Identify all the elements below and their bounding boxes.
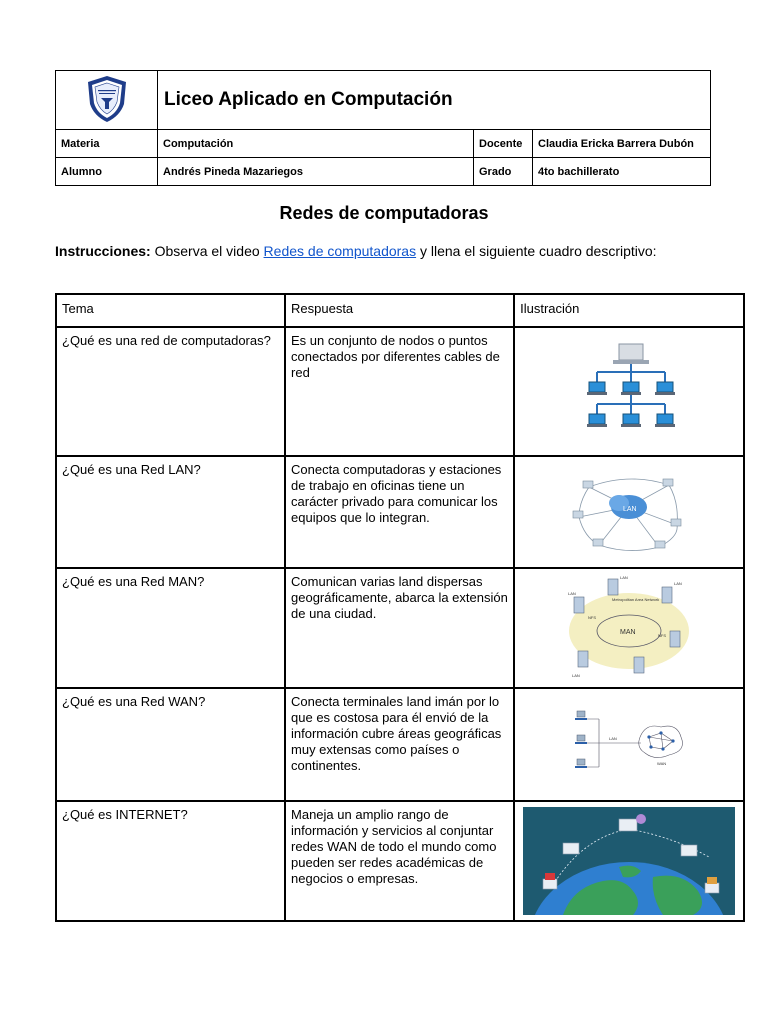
svg-text:LAN: LAN xyxy=(572,673,580,678)
docente-label: Docente xyxy=(474,130,533,158)
materia-label: Materia xyxy=(56,130,158,158)
respuesta-cell: Maneja un amplio rango de información y servicios al conjuntar redes WAN de todo el mundo como pueden ser redes académicas de negocios o empresas. xyxy=(285,801,514,921)
grado-label: Grado xyxy=(474,158,533,186)
instructions xyxy=(55,243,657,259)
materia-value: Computación xyxy=(158,130,474,158)
alumno-value: Andrés Pineda Mazariegos xyxy=(158,158,474,186)
tema-cell: ¿Qué es INTERNET? xyxy=(56,801,285,921)
svg-text:LAN: LAN xyxy=(620,575,628,580)
respuesta-cell: Es un conjunto de nodos o puntos conectados por diferentes cables de red xyxy=(285,327,514,456)
docente-value: Claudia Ericka Barrera Dubón xyxy=(533,130,711,158)
header-table xyxy=(55,70,711,186)
table-header-row xyxy=(56,294,744,327)
respuesta-cell: Comunican varias land dispersas geográficamente, abarca la extensión de una ciudad. xyxy=(285,568,514,688)
illustration-cell xyxy=(514,801,744,921)
network-tree-diagram-icon xyxy=(579,342,679,442)
respuesta-cell: Conecta terminales land imán por lo que es costosa para él envió de la información cubre áreas geográficas muy extensas como países o continentes. xyxy=(285,688,514,801)
svg-text:NFS: NFS xyxy=(588,615,597,620)
svg-text:WAN: WAN xyxy=(657,760,667,766)
tema-cell: ¿Qué es una Red WAN? xyxy=(56,688,285,801)
table-row xyxy=(56,327,744,456)
table-row xyxy=(56,568,744,688)
svg-text:NFS: NFS xyxy=(658,633,667,638)
tema-cell: ¿Qué es una Red MAN? xyxy=(56,568,285,688)
instructions-text-before: Observa el video xyxy=(150,243,264,259)
svg-text:LAN: LAN xyxy=(674,581,682,586)
school-name: Liceo Aplicado en Computación xyxy=(158,71,711,130)
illustration-cell xyxy=(514,688,744,801)
lan-cloud-diagram-icon xyxy=(569,467,689,557)
school-logo-cell xyxy=(56,71,158,130)
svg-text:MAN: MAN xyxy=(620,629,636,636)
tema-cell: ¿Qué es una red de computadoras? xyxy=(56,327,285,456)
video-link[interactable]: Redes de computadoras xyxy=(263,243,417,259)
grado-value: 4to bachillerato xyxy=(533,158,711,186)
svg-text:LAN: LAN xyxy=(609,735,617,741)
wan-diagram-icon xyxy=(569,705,689,785)
respuesta-cell: Conecta computadoras y estaciones de trabajo en oficinas tiene un carácter privado para comunicar los equipos que lo integran. xyxy=(285,456,514,568)
column-header-ilustracion: Ilustración xyxy=(514,294,744,327)
man-diagram-icon xyxy=(564,573,694,683)
svg-text:LAN: LAN xyxy=(568,591,576,596)
tema-cell: ¿Qué es una Red LAN? xyxy=(56,456,285,568)
alumno-label: Alumno xyxy=(56,158,158,186)
illustration-cell xyxy=(514,327,744,456)
table-row xyxy=(56,801,744,921)
table-row xyxy=(56,688,744,801)
illustration-cell xyxy=(514,456,744,568)
illustration-cell xyxy=(514,568,744,688)
descriptive-table xyxy=(55,293,745,922)
instructions-text-after: y llena el siguiente cuadro descriptivo: xyxy=(416,243,657,259)
document-title: Redes de computadoras xyxy=(279,203,489,223)
instructions-label: Instrucciones: xyxy=(55,243,151,259)
column-header-tema: Tema xyxy=(56,294,285,327)
school-shield-logo-icon xyxy=(84,74,130,124)
table-row xyxy=(56,456,744,568)
svg-text:Metropolitan Area Network: Metropolitan Area Network xyxy=(612,597,660,602)
internet-globe-illustration-icon xyxy=(523,807,735,915)
svg-text:LAN: LAN xyxy=(623,506,637,513)
column-header-respuesta: Respuesta xyxy=(285,294,514,327)
